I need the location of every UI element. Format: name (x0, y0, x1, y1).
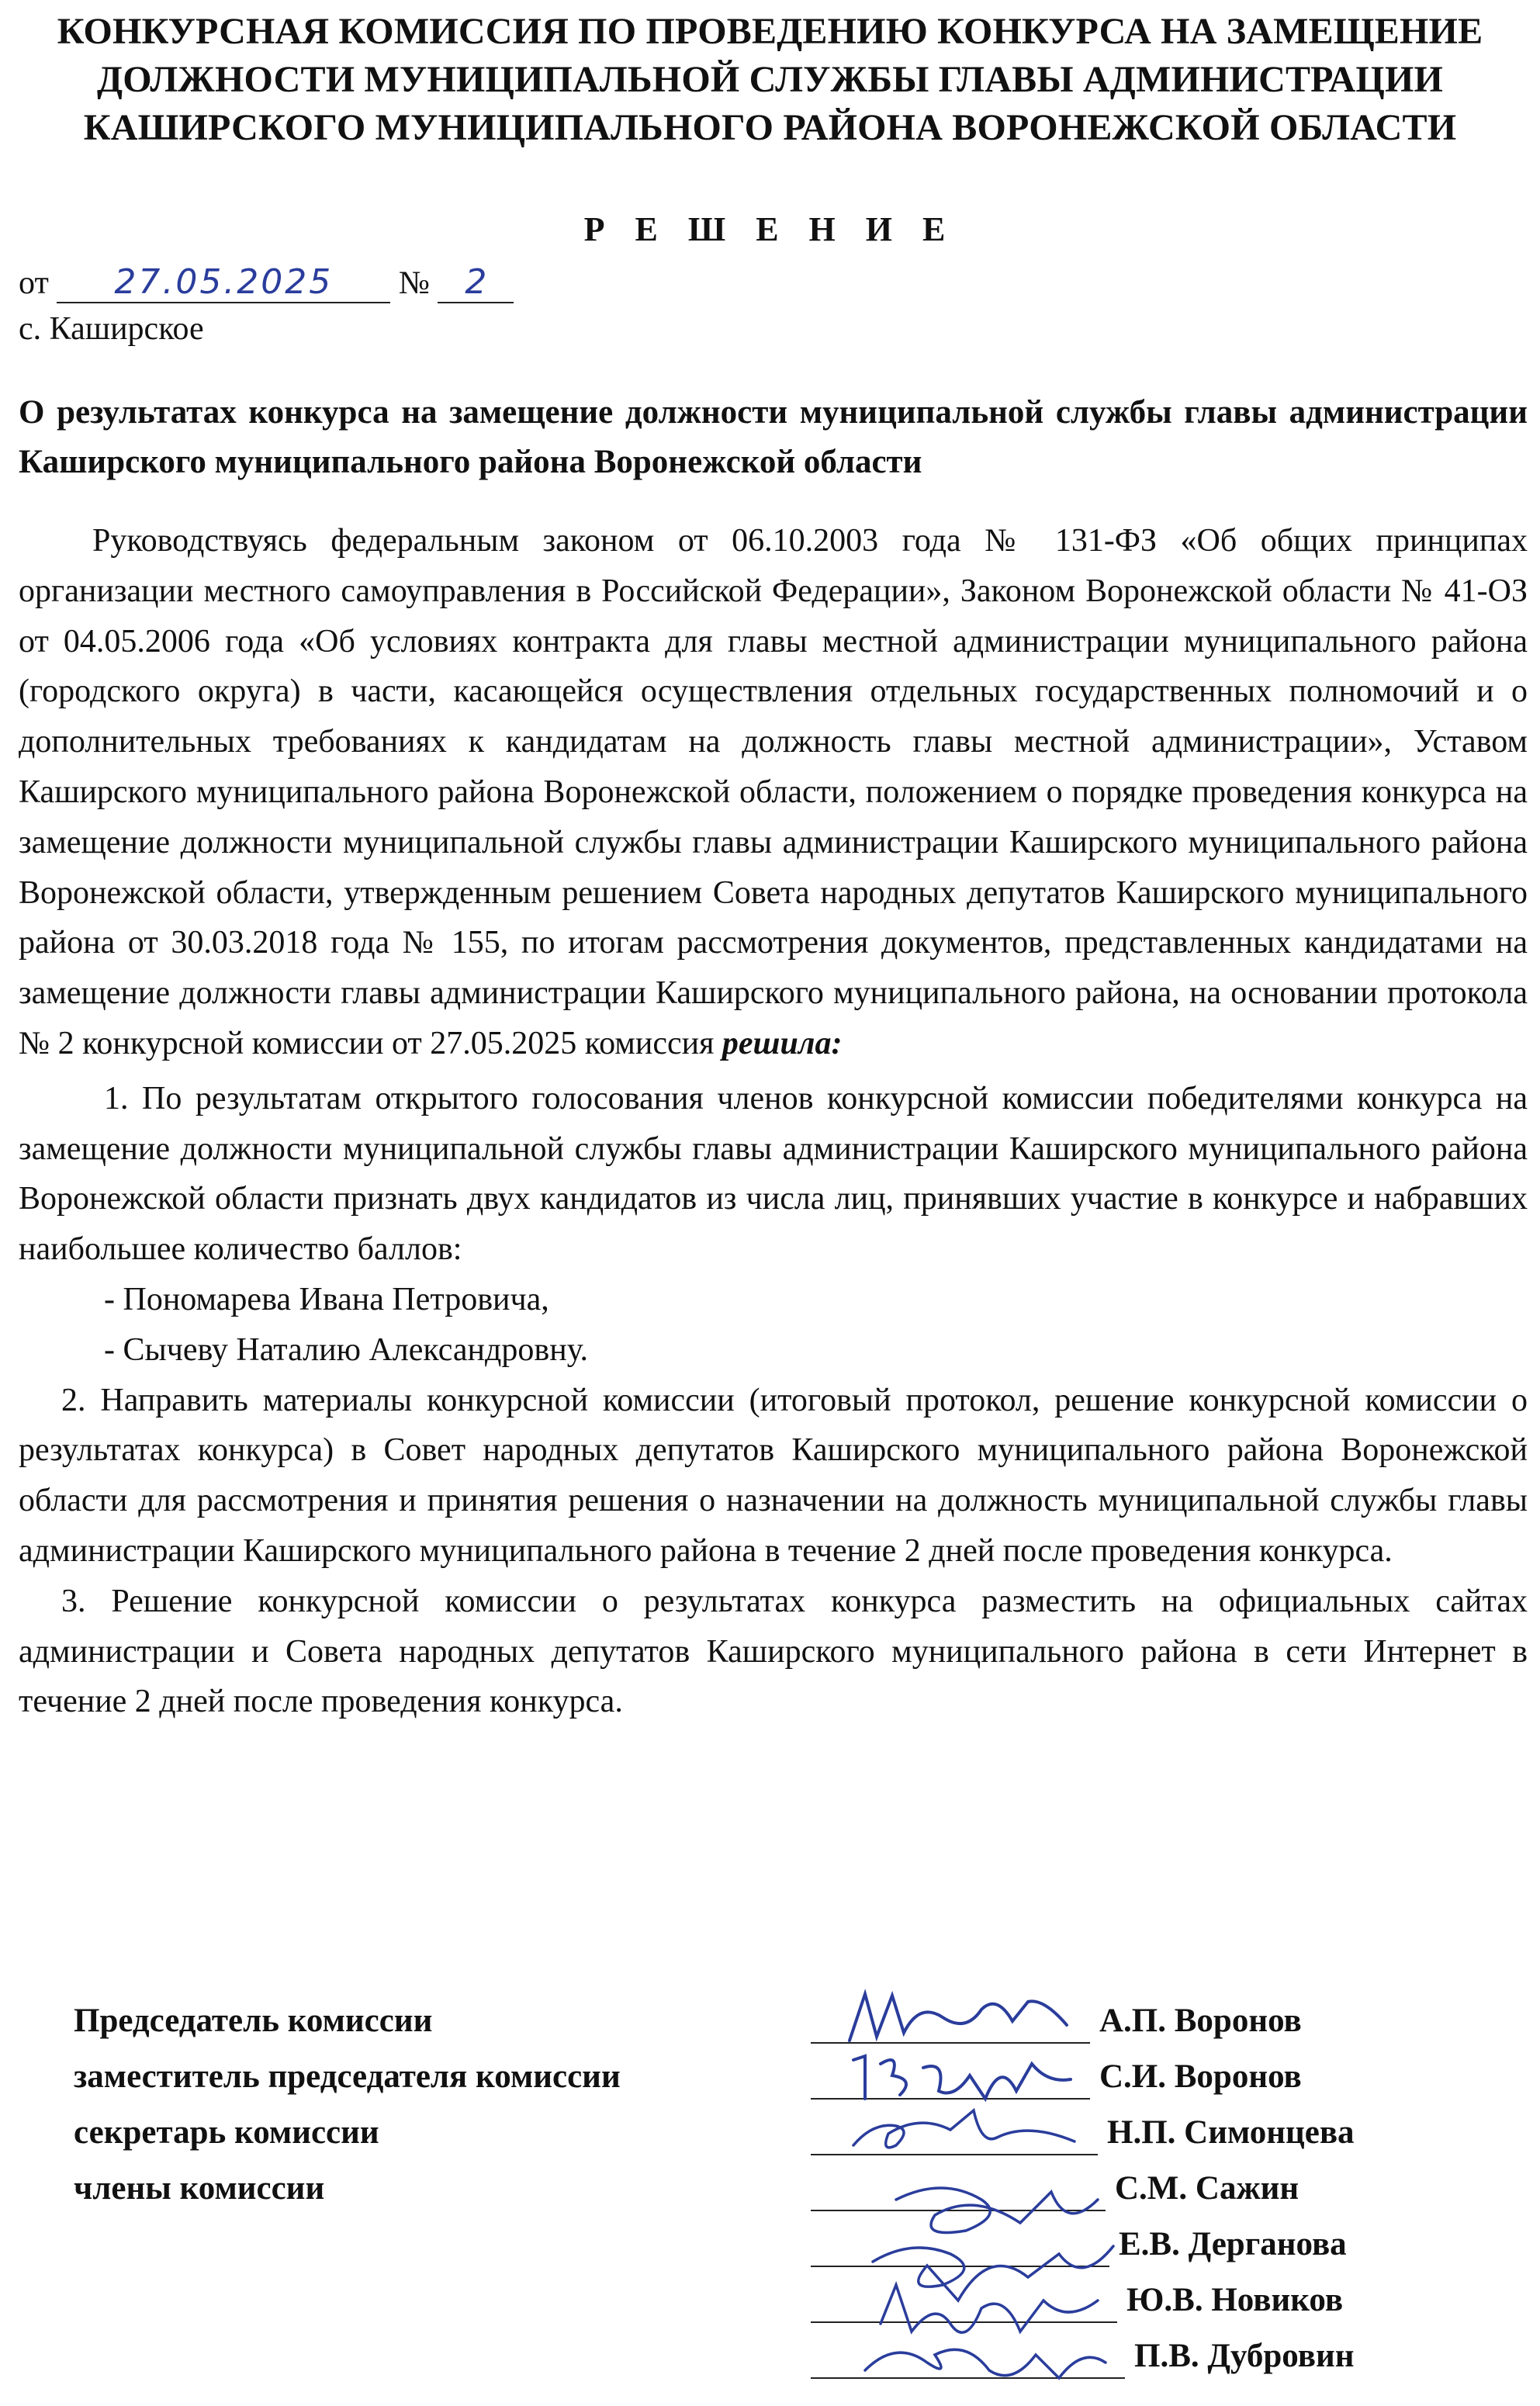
preamble-text: Руководствуясь федеральным законом от 06.10.2003 года № 131-ФЗ «Об общих принципах организации местного самоуправления в Российской Федерации», Законом Воронежской области № 41-ОЗ от 04.05.2006 года «Об условиях контракта для главы местной администрации муниципального района (городского округа) в части, касающейся осуществления отдельных государственных полномочий и о дополнительных требованиях к кандидатам на должность главы местной администрации», Уставом Каширского муниципального района Воронежской области, положением о порядке проведения конкурса на замещение должности муниципальной службы главы администрации Каширского муниципального района Воронежской области, утвержденным решением Совета народных депутатов Каширского муниципального района от 30.03.2018 года № 155, по итогам рассмотрения документов, представленных кандидатами на замещение должности главы администрации Каширского муниципального района, на основании протокола № 2 конкурсной комиссии от 27.05.2025 комиссия (19, 523, 1528, 1061)
item-1-paragraph: 1. По результатам открытого голосования членов конкурсной комиссии победителями конкурса на замещение должности муниципальной службы главы администрации Каширского муниципального района Воронежской области признать двух кандидатов из числа лиц, принявших участие в конкурсе и набравших наибольшее количество баллов: (19, 1080, 1528, 1268)
member-name-2: С.И. Воронов (1099, 2058, 1302, 2095)
winner-1: - Пономарева Ивана Петровича, (104, 1281, 549, 1317)
header-line-1: КОНКУРСНАЯ КОМИССИЯ ПО ПРОВЕДЕНИЮ КОНКУРСА НА ЗАМЕЩЕНИЕ (57, 11, 1483, 52)
decision-body (19, 516, 1528, 1727)
place-of-issue: с. Каширское (19, 311, 204, 347)
member-name-7: П.В. Дубровин (1134, 2338, 1355, 2374)
date-number-line (19, 260, 514, 306)
decided-word: решила: (722, 1025, 843, 1061)
signature-block (74, 2002, 1532, 2390)
commission-header (23, 8, 1517, 152)
member-name-4: С.М. Сажин (1115, 2170, 1299, 2207)
member-name-1: А.П. Воронов (1099, 2003, 1302, 2039)
winner-2: - Сычеву Наталию Александровну. (104, 1331, 588, 1368)
member-name-6: Ю.В. Новиков (1126, 2282, 1344, 2318)
decision-subject: О результатах конкурса на замещение должности муниципальной службы главы администрации Каширского муниципального района Воронежской области (19, 394, 1528, 480)
date-prefix: от (19, 265, 49, 301)
item-2-paragraph: 2. Направить материалы конкурсной комиссии (итоговый протокол, решение конкурсной комиссии о результатах конкурса) в Совет народных депутатов Каширского муниципального района Воронежской области для рассмотрения и принятия решения о назначении на должность муниципальной службы главы администрации Каширского муниципального района в течение 2 дней после проведения конкурса. (19, 1382, 1528, 1569)
item-3-paragraph: 3. Решение конкурсной комиссии о результатах конкурса разместить на официальных сайтах администрации и Совета народных депутатов Каширского муниципального района в сети Интернет в течение 2 дней после проведения конкурса. (19, 1583, 1528, 1720)
decision-title: Р Е Ш Е Н И Е (583, 210, 957, 248)
member-name-3: Н.П. Симонцева (1107, 2114, 1355, 2151)
member-name-5: Е.В. Дерганова (1119, 2226, 1347, 2262)
role-chairman: Председатель комиссии (74, 2003, 433, 2039)
role-secretary: секретарь комиссии (74, 2114, 379, 2151)
handwritten-number: 2 (438, 263, 514, 303)
preamble-paragraph (19, 516, 1528, 1069)
number-label: № (398, 265, 430, 301)
role-members: члены комиссии (74, 2170, 325, 2207)
header-line-3: КАШИРСКОГО МУНИЦИПАЛЬНОГО РАЙОНА ВОРОНЕЖСКОЙ ОБЛАСТИ (83, 107, 1457, 148)
role-deputy: заместитель председателя комиссии (74, 2058, 621, 2095)
handwritten-date: 27.05.2025 (57, 263, 390, 303)
handwritten-signature-3 (842, 2099, 1090, 2169)
handwritten-signatures-members (850, 2169, 1129, 2394)
header-line-2: ДОЛЖНОСТИ МУНИЦИПАЛЬНОЙ СЛУЖБЫ ГЛАВЫ АДМИНИСТРАЦИИ (96, 59, 1444, 100)
